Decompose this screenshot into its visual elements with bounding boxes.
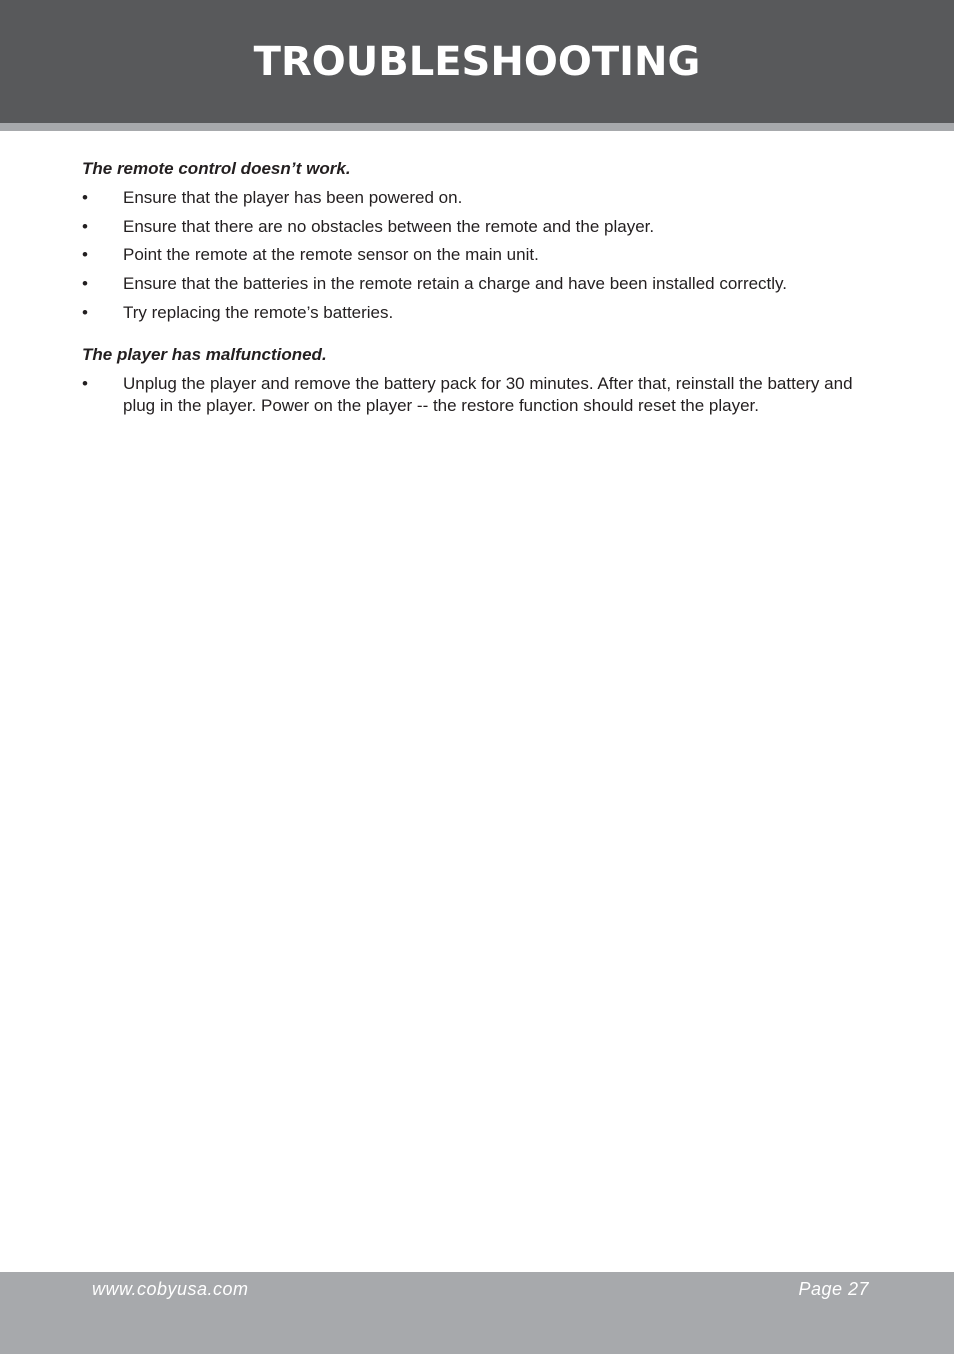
list-item-text: Ensure that there are no obstacles between the remote and the player. bbox=[123, 216, 655, 236]
header-divider bbox=[0, 123, 954, 131]
list-item-text: Try replacing the remote’s batteries. bbox=[123, 302, 394, 322]
bullet-icon: • bbox=[82, 188, 88, 207]
page-number: Page 27 bbox=[798, 1279, 869, 1299]
page-title: TROUBLESHOOTING bbox=[253, 39, 701, 85]
list-item bbox=[82, 373, 882, 417]
list-item-text: Point the remote at the remote sensor on the main unit. bbox=[123, 245, 539, 265]
bullet-icon: • bbox=[82, 373, 88, 393]
list-item bbox=[82, 273, 882, 295]
bullet-icon: • bbox=[82, 302, 88, 322]
section-remote-control bbox=[82, 158, 882, 324]
bullet-icon: • bbox=[82, 274, 88, 294]
page-header bbox=[0, 0, 954, 123]
list-item-text: Unplug the player and remove the battery pack for 30 minutes. After that, reinstall the battery and plug in the player. Power on the player -- the restore function should reset the player. bbox=[123, 373, 853, 415]
list-item bbox=[82, 244, 882, 266]
bullet-icon: • bbox=[82, 216, 88, 236]
main-content bbox=[82, 158, 882, 437]
page-footer bbox=[0, 1272, 954, 1354]
list-item bbox=[82, 302, 882, 324]
list-item-text: Ensure that the batteries in the remote retain a charge and have been installed correctly. bbox=[123, 274, 788, 294]
bullet-list bbox=[82, 373, 882, 417]
section-player-malfunction bbox=[82, 344, 882, 417]
list-item bbox=[82, 187, 882, 209]
list-item bbox=[82, 216, 882, 238]
bullet-icon: • bbox=[82, 245, 88, 265]
section-heading: The remote control doesn’t work. bbox=[82, 159, 351, 178]
website-link[interactable]: www.cobyusa.com bbox=[92, 1279, 249, 1299]
section-heading: The player has malfunctioned. bbox=[82, 344, 327, 364]
list-item-text: Ensure that the player has been powered on. bbox=[123, 188, 463, 207]
bullet-list bbox=[82, 187, 882, 324]
